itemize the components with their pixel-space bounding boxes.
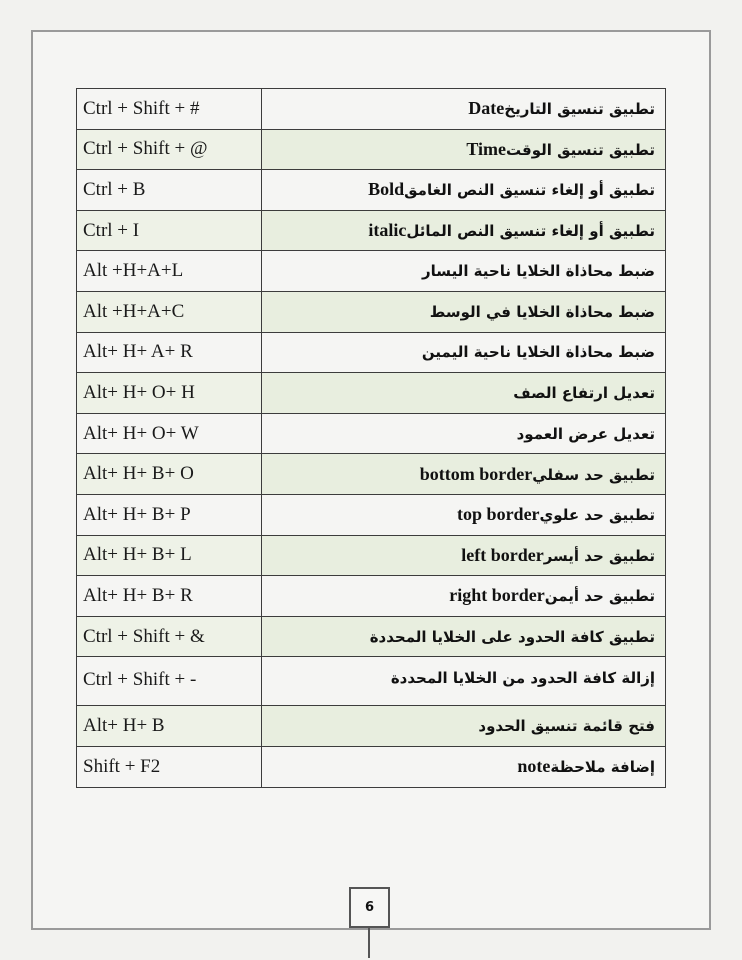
shortcut-keys: Ctrl + Shift + -	[77, 657, 262, 706]
description-arabic: ضبط محاذاة الخلايا ناحية اليسار	[422, 262, 655, 281]
table-row	[77, 413, 666, 454]
shortcut-description	[262, 746, 666, 787]
description-english: Date	[468, 98, 505, 119]
table-row	[77, 373, 666, 414]
shortcut-keys: Alt +H+A+L	[77, 251, 262, 292]
table-row	[77, 706, 666, 747]
description-arabic: تطبيق حد أيمن	[544, 587, 655, 606]
description-arabic: ضبط محاذاة الخلايا ناحية اليمين	[421, 343, 655, 362]
shortcut-description	[262, 170, 666, 211]
description-english: top border	[457, 504, 540, 525]
shortcut-keys: Ctrl + Shift + &	[77, 616, 262, 657]
description-arabic: تطبيق حد علوي	[539, 506, 655, 525]
description-arabic: تطبيق تنسيق التاريخ	[504, 100, 655, 119]
shortcut-keys: Alt+ H+ O+ W	[77, 413, 262, 454]
shortcut-description	[262, 210, 666, 251]
shortcut-keys: Ctrl + Shift + @	[77, 129, 262, 170]
description-english: right border	[449, 585, 545, 606]
shortcut-description	[262, 706, 666, 747]
description-arabic: تطبيق كافة الحدود على الخلايا المحددة	[369, 627, 655, 646]
table-row	[77, 251, 666, 292]
description-arabic: تطبيق أو إلغاء تنسيق النص الغامق	[404, 181, 655, 200]
shortcut-description	[262, 89, 666, 130]
table-row	[77, 657, 666, 706]
description-arabic: تعديل ارتفاع الصف	[513, 383, 655, 402]
description-english: left border	[461, 544, 544, 565]
shortcut-keys: Alt+ H+ O+ H	[77, 373, 262, 414]
description-arabic: تطبيق حد سفلي	[532, 465, 655, 484]
shortcut-description	[262, 129, 666, 170]
description-english: bottom border	[419, 463, 533, 484]
page-number-connector	[368, 928, 370, 958]
shortcut-keys: Alt+ H+ B+ R	[77, 576, 262, 617]
shortcut-keys: Ctrl + I	[77, 210, 262, 251]
shortcut-description	[262, 657, 666, 706]
shortcut-description	[262, 535, 666, 576]
description-arabic: فتح قائمة تنسيق الحدود	[478, 717, 655, 736]
table-row	[77, 89, 666, 130]
table-row	[77, 576, 666, 617]
shortcut-keys: Alt+ H+ B+ L	[77, 535, 262, 576]
table-row	[77, 170, 666, 211]
table-row	[77, 746, 666, 787]
shortcut-keys: Ctrl + Shift + #	[77, 89, 262, 130]
description-arabic: إضافة ملاحظة	[550, 758, 655, 777]
shortcut-keys: Alt+ H+ B+ O	[77, 454, 262, 495]
shortcut-description	[262, 251, 666, 292]
table-row	[77, 129, 666, 170]
description-arabic: ضبط محاذاة الخلايا في الوسط	[429, 302, 655, 321]
shortcut-keys: Shift + F2	[77, 746, 262, 787]
description-english: Bold	[368, 179, 405, 200]
shortcut-description	[262, 373, 666, 414]
table-row	[77, 332, 666, 373]
description-arabic: تطبيق حد أيسر	[543, 546, 655, 565]
table-row	[77, 535, 666, 576]
shortcut-keys: Ctrl + B	[77, 170, 262, 211]
shortcut-description	[262, 576, 666, 617]
page-number: 6	[349, 887, 390, 928]
shortcut-description	[262, 454, 666, 495]
description-arabic: تعديل عرض العمود	[516, 424, 655, 443]
description-english: italic	[368, 220, 407, 241]
shortcut-table	[76, 88, 666, 788]
shortcut-keys: Alt+ H+ B	[77, 706, 262, 747]
table-row	[77, 291, 666, 332]
table-row	[77, 494, 666, 535]
table-row	[77, 210, 666, 251]
shortcut-keys: Alt+ H+ B+ P	[77, 494, 262, 535]
shortcut-description	[262, 291, 666, 332]
shortcut-description	[262, 616, 666, 657]
table-row	[77, 454, 666, 495]
shortcut-keys: Alt +H+A+C	[77, 291, 262, 332]
table-row	[77, 616, 666, 657]
description-arabic: تطبيق تنسيق الوقت	[506, 140, 655, 159]
shortcut-description	[262, 413, 666, 454]
description-english: note	[517, 756, 551, 777]
shortcut-keys: Alt+ H+ A+ R	[77, 332, 262, 373]
shortcut-description	[262, 494, 666, 535]
description-english: Time	[466, 138, 506, 159]
description-arabic: تطبيق أو إلغاء تنسيق النص المائل	[406, 222, 655, 241]
shortcut-description	[262, 332, 666, 373]
description-arabic: إزالة كافة الحدود من الخلايا المحددة	[390, 669, 655, 688]
